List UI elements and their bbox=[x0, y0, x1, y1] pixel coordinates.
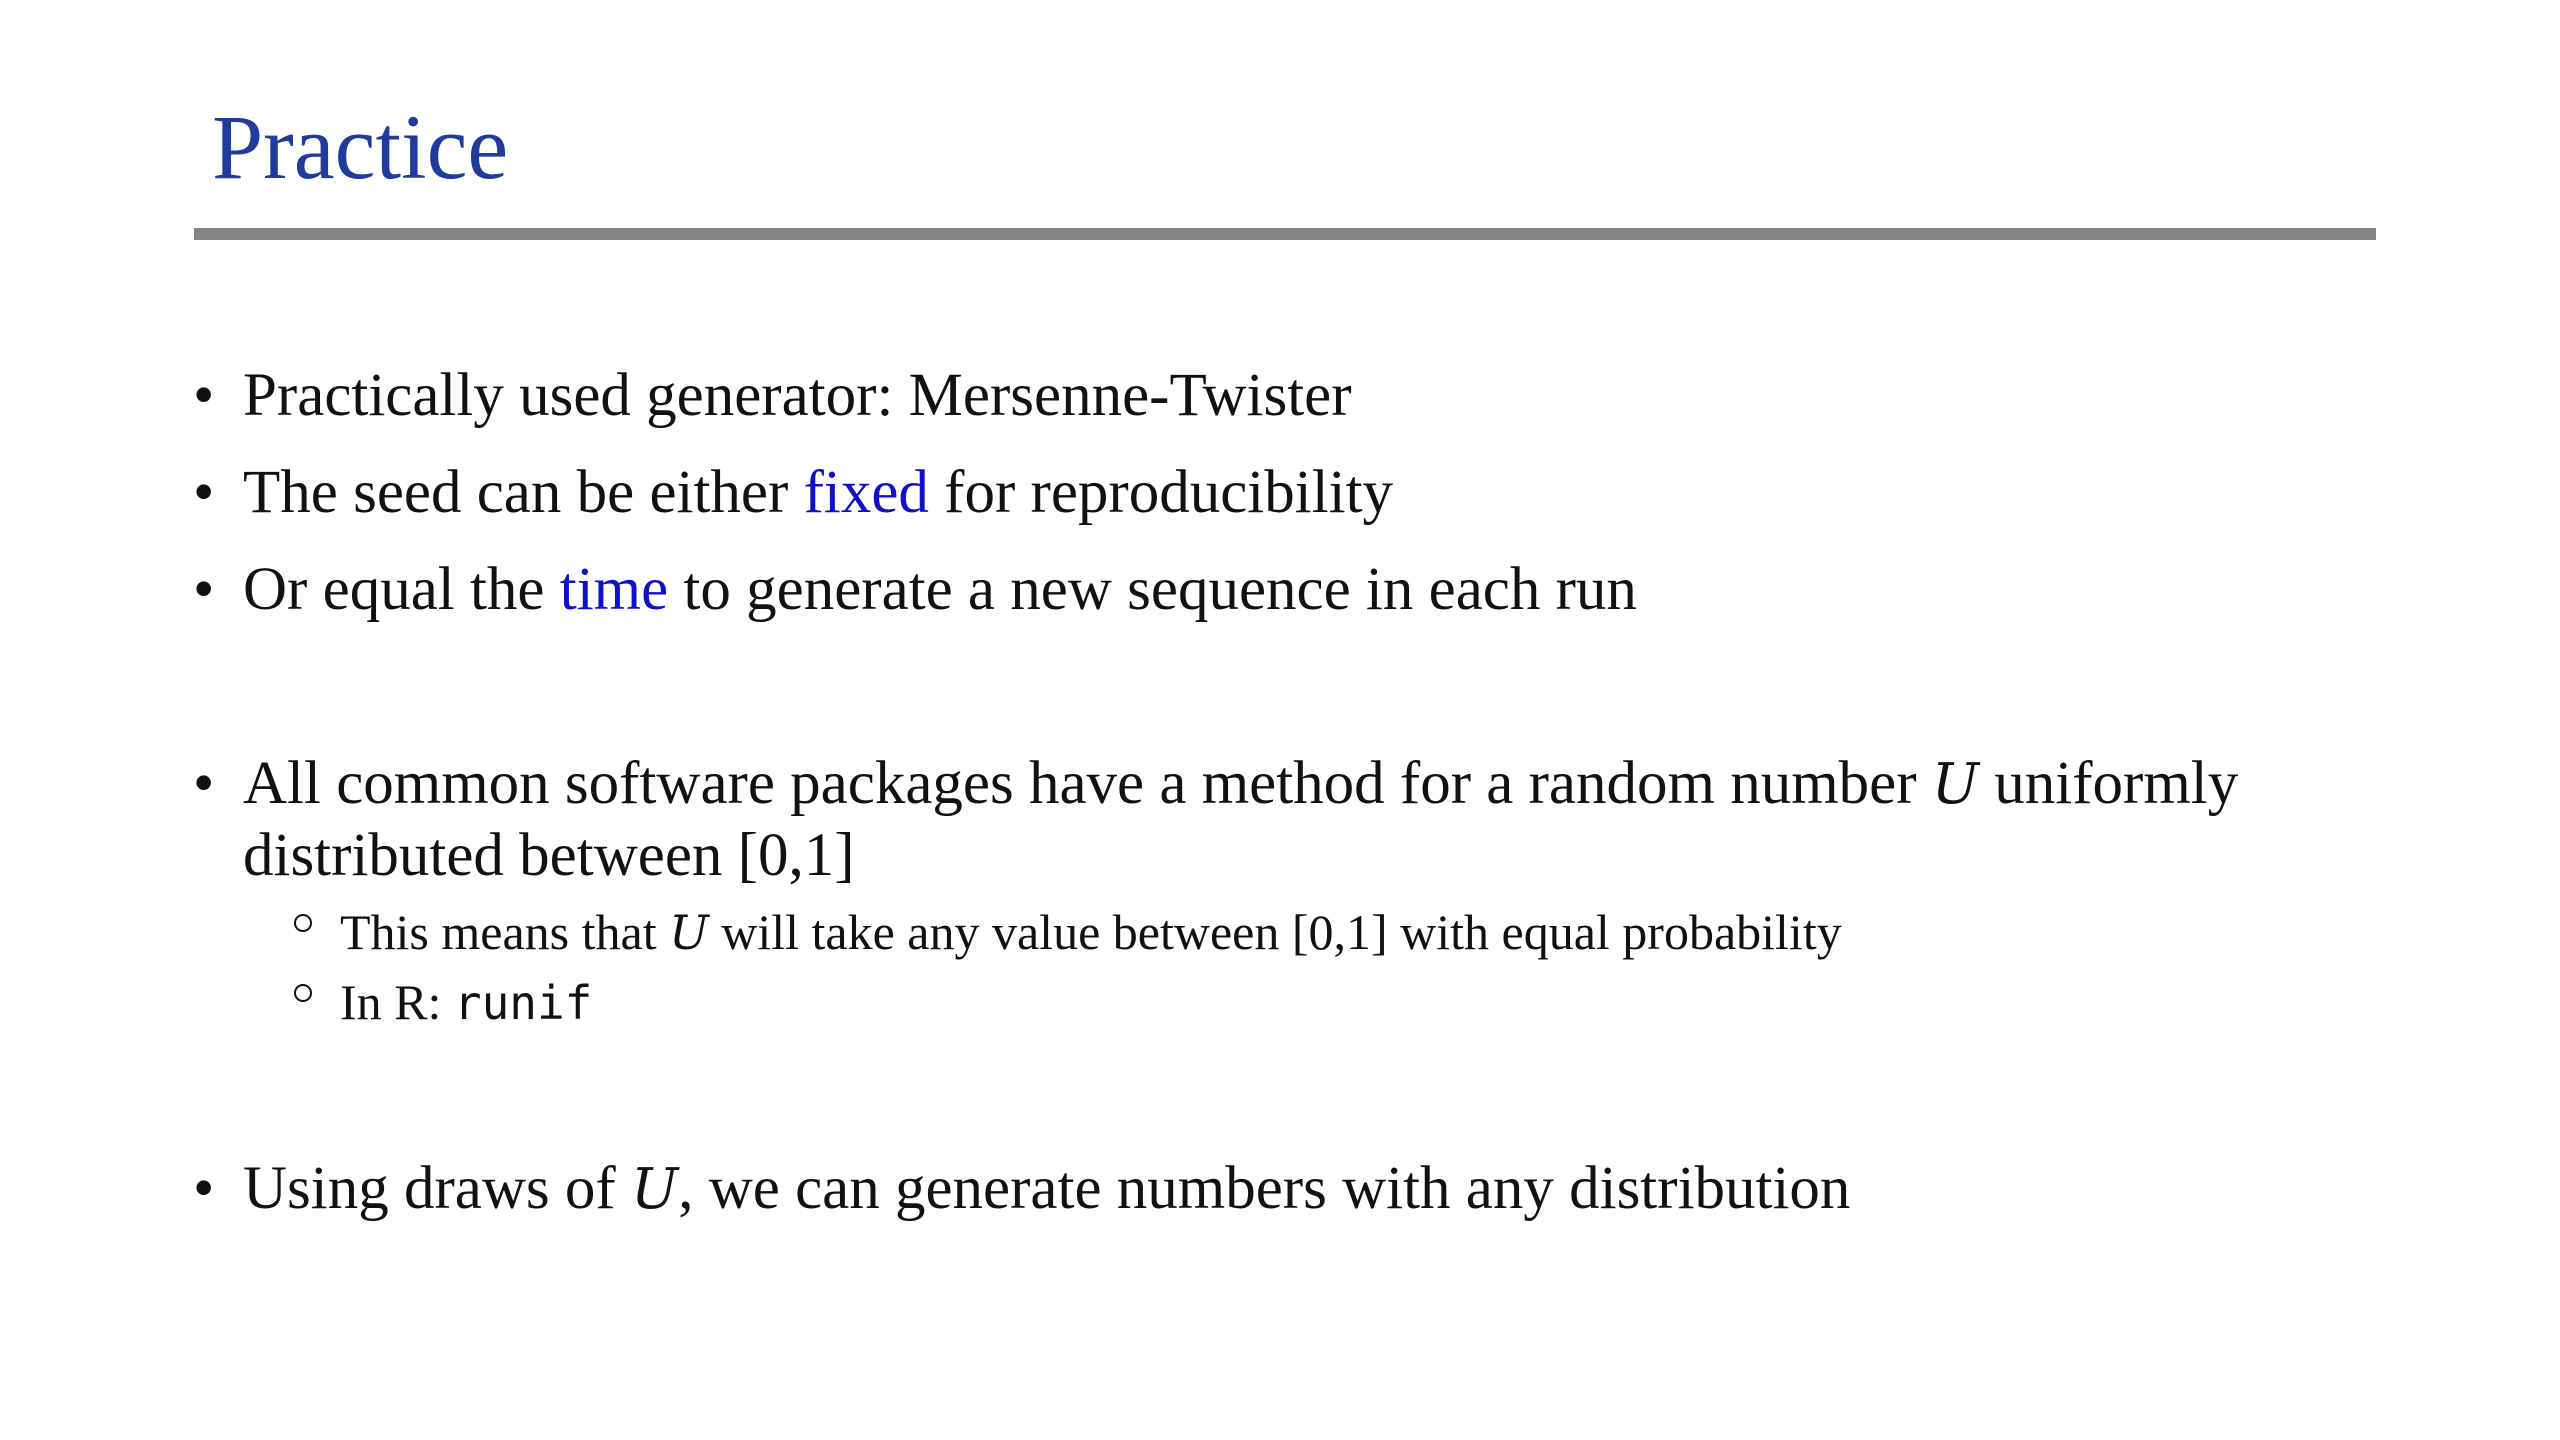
variable-u: U bbox=[669, 906, 709, 961]
sub-bullet-text-before: This means that bbox=[340, 904, 670, 960]
bullet-text: Practically used generator: Mersenne-Twister bbox=[243, 362, 1352, 429]
code-runif: runif bbox=[453, 976, 593, 1030]
bullet-text bbox=[243, 457, 2393, 528]
highlight-fixed: fixed bbox=[803, 459, 929, 526]
sub-bullet-text-after: will take any value between [0,1] with equal probability bbox=[708, 904, 1842, 960]
slide-title: Practice bbox=[212, 96, 509, 198]
bullet-text-before: Or equal the bbox=[243, 556, 560, 623]
bullet-text-before: All common software packages have a method for a random number bbox=[243, 750, 1932, 817]
bullet-text-after: uniformly distributed between [0,1] bbox=[243, 750, 2239, 889]
bullet-text bbox=[243, 748, 2393, 891]
bullet-text-after: for reproducibility bbox=[928, 459, 1394, 526]
bullet-text-before: The seed can be either bbox=[243, 459, 804, 526]
bullet-text bbox=[243, 554, 2393, 625]
bullet-marker: • bbox=[193, 459, 215, 526]
bullet-marker: • bbox=[193, 556, 215, 623]
sub-bullet-marker bbox=[294, 984, 312, 1002]
highlight-time: time bbox=[559, 556, 669, 623]
sub-bullet-text bbox=[340, 900, 1842, 966]
variable-u: U bbox=[1931, 752, 1979, 817]
bullet-marker: • bbox=[193, 362, 215, 429]
sub-bullet-text-before: In R: bbox=[340, 974, 454, 1030]
bullet-text-after: , we can generate numbers with any distribution bbox=[678, 1155, 1851, 1222]
sub-bullet-text bbox=[340, 970, 592, 1035]
variable-u: U bbox=[630, 1157, 679, 1222]
bullet-text-after: to generate a new sequence in each run bbox=[668, 556, 1637, 623]
bullet-text-before: Using draws of bbox=[243, 1155, 631, 1222]
bullet-marker: • bbox=[193, 750, 215, 817]
sub-bullet-marker bbox=[294, 914, 312, 932]
bullet-marker: • bbox=[193, 1155, 215, 1222]
bullet-text bbox=[243, 1153, 2393, 1225]
